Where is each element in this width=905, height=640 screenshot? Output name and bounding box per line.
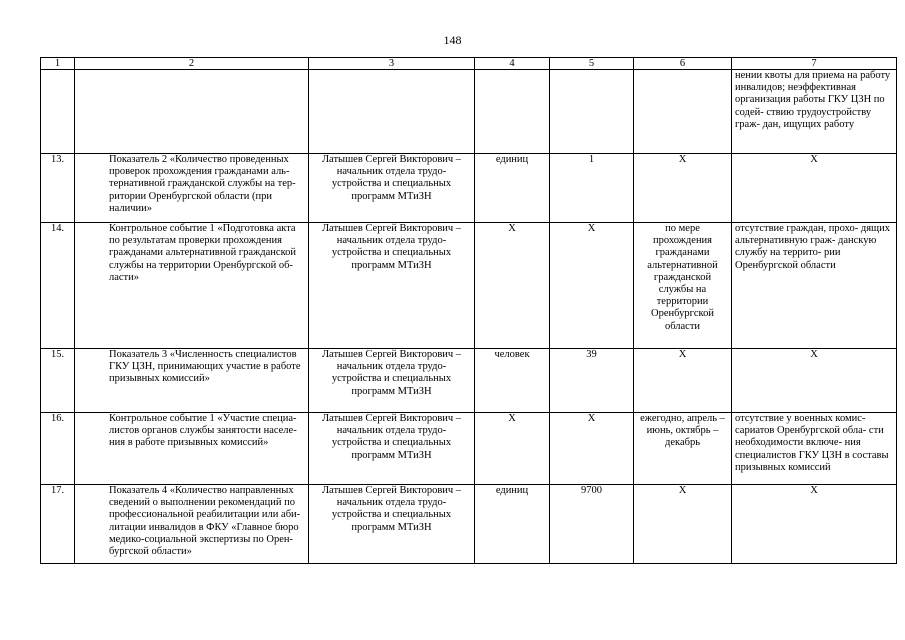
row-number-cell: 13. <box>41 154 75 223</box>
column-header: 1 <box>41 58 75 70</box>
unit-cell: единиц <box>475 154 550 223</box>
risks-cell: Х <box>732 154 897 223</box>
row-number-cell: 14. <box>41 223 75 349</box>
description-cell: Показатель 3 «Численность специалистов ГКУ ЦЗН, принимающих участие в работе призывных комиссий» <box>75 349 309 413</box>
value-cell: Х <box>550 413 634 485</box>
responsible-cell <box>309 70 475 154</box>
risks-cell: отсутствие граждан, прохо- дящих альтернативную граж- данскую службу на террито- рии Оренбургской области <box>732 223 897 349</box>
value-cell: 9700 <box>550 485 634 564</box>
term-cell: ежегодно, апрель – июнь, октябрь –декабрь <box>634 413 732 485</box>
term-cell: Х <box>634 349 732 413</box>
table-row <box>41 349 897 413</box>
description-cell: Показатель 4 «Количество направленных сведений о выполнении рекомендаций по профессиональной реабилитации или аби- литации инвалидов в ФКУ «Главное бюро медико-социальной экспертизы по Орен- бургской области» <box>75 485 309 564</box>
term-cell <box>634 70 732 154</box>
description-cell: Контрольное событие 1 «Участие специа- листов органов службы занятости населе- ния в работе призывных комиссий» <box>75 413 309 485</box>
value-cell: 1 <box>550 154 634 223</box>
unit-cell: человек <box>475 349 550 413</box>
risks-cell: Х <box>732 349 897 413</box>
description-cell: Показатель 2 «Количество проведенных проверок прохождения гражданами аль- тернативной гражданской службы на тер- ритории Оренбургской области (при наличии» <box>75 154 309 223</box>
responsible-cell: Латышев Сергей Викторович – начальник отдела трудо- устройства и специальных программ МТиЗН <box>309 223 475 349</box>
column-header: 3 <box>309 58 475 70</box>
table-row <box>41 413 897 485</box>
table-row <box>41 485 897 564</box>
value-cell: Х <box>550 223 634 349</box>
plan-table <box>40 57 897 564</box>
table-row <box>41 154 897 223</box>
term-cell: Х <box>634 154 732 223</box>
row-number-cell: 15. <box>41 349 75 413</box>
unit-cell: Х <box>475 223 550 349</box>
column-header: 7 <box>732 58 897 70</box>
column-header: 5 <box>550 58 634 70</box>
row-number-cell: 16. <box>41 413 75 485</box>
responsible-cell: Латышев Сергей Викторович – начальник отдела трудо- устройства и специальных программ МТиЗН <box>309 413 475 485</box>
column-header: 6 <box>634 58 732 70</box>
term-cell: по мере прохождения гражданами альтернативной гражданской службы на территории Оренбургской области <box>634 223 732 349</box>
risks-cell: Х <box>732 485 897 564</box>
column-header: 4 <box>475 58 550 70</box>
unit-cell: единиц <box>475 485 550 564</box>
risks-cell: отсутствие у военных комис- сариатов Оренбургской обла- сти необходимости включе- ния специалистов ГКУ ЦЗН в составы призывных комиссий <box>732 413 897 485</box>
responsible-cell: Латышев Сергей Викторович – начальник отдела трудо- устройства и специальных программ МТиЗН <box>309 154 475 223</box>
risks-cell: нении квоты для приема на работу инвалидов; неэффективная организация работы ГКУ ЦЗН по содей- ствию трудоустройству граж- дан, ищущих работу <box>732 70 897 154</box>
value-cell <box>550 70 634 154</box>
description-cell <box>75 70 309 154</box>
row-number-cell <box>41 70 75 154</box>
header-row <box>41 58 897 70</box>
value-cell: 39 <box>550 349 634 413</box>
responsible-cell: Латышев Сергей Викторович – начальник отдела трудо- устройства и специальных программ МТиЗН <box>309 349 475 413</box>
row-number-cell: 17. <box>41 485 75 564</box>
column-header: 2 <box>75 58 309 70</box>
responsible-cell: Латышев Сергей Викторович – начальник отдела трудо- устройства и специальных программ МТиЗН <box>309 485 475 564</box>
description-cell: Контрольное событие 1 «Подготовка акта по результатам проверки прохождения гражданами альтернативной гражданской службы на территории Оренбургской об- ласти» <box>75 223 309 349</box>
unit-cell <box>475 70 550 154</box>
unit-cell: Х <box>475 413 550 485</box>
continuation-row <box>41 70 897 154</box>
page-number: 148 <box>443 33 462 47</box>
table-row <box>41 223 897 349</box>
term-cell: Х <box>634 485 732 564</box>
